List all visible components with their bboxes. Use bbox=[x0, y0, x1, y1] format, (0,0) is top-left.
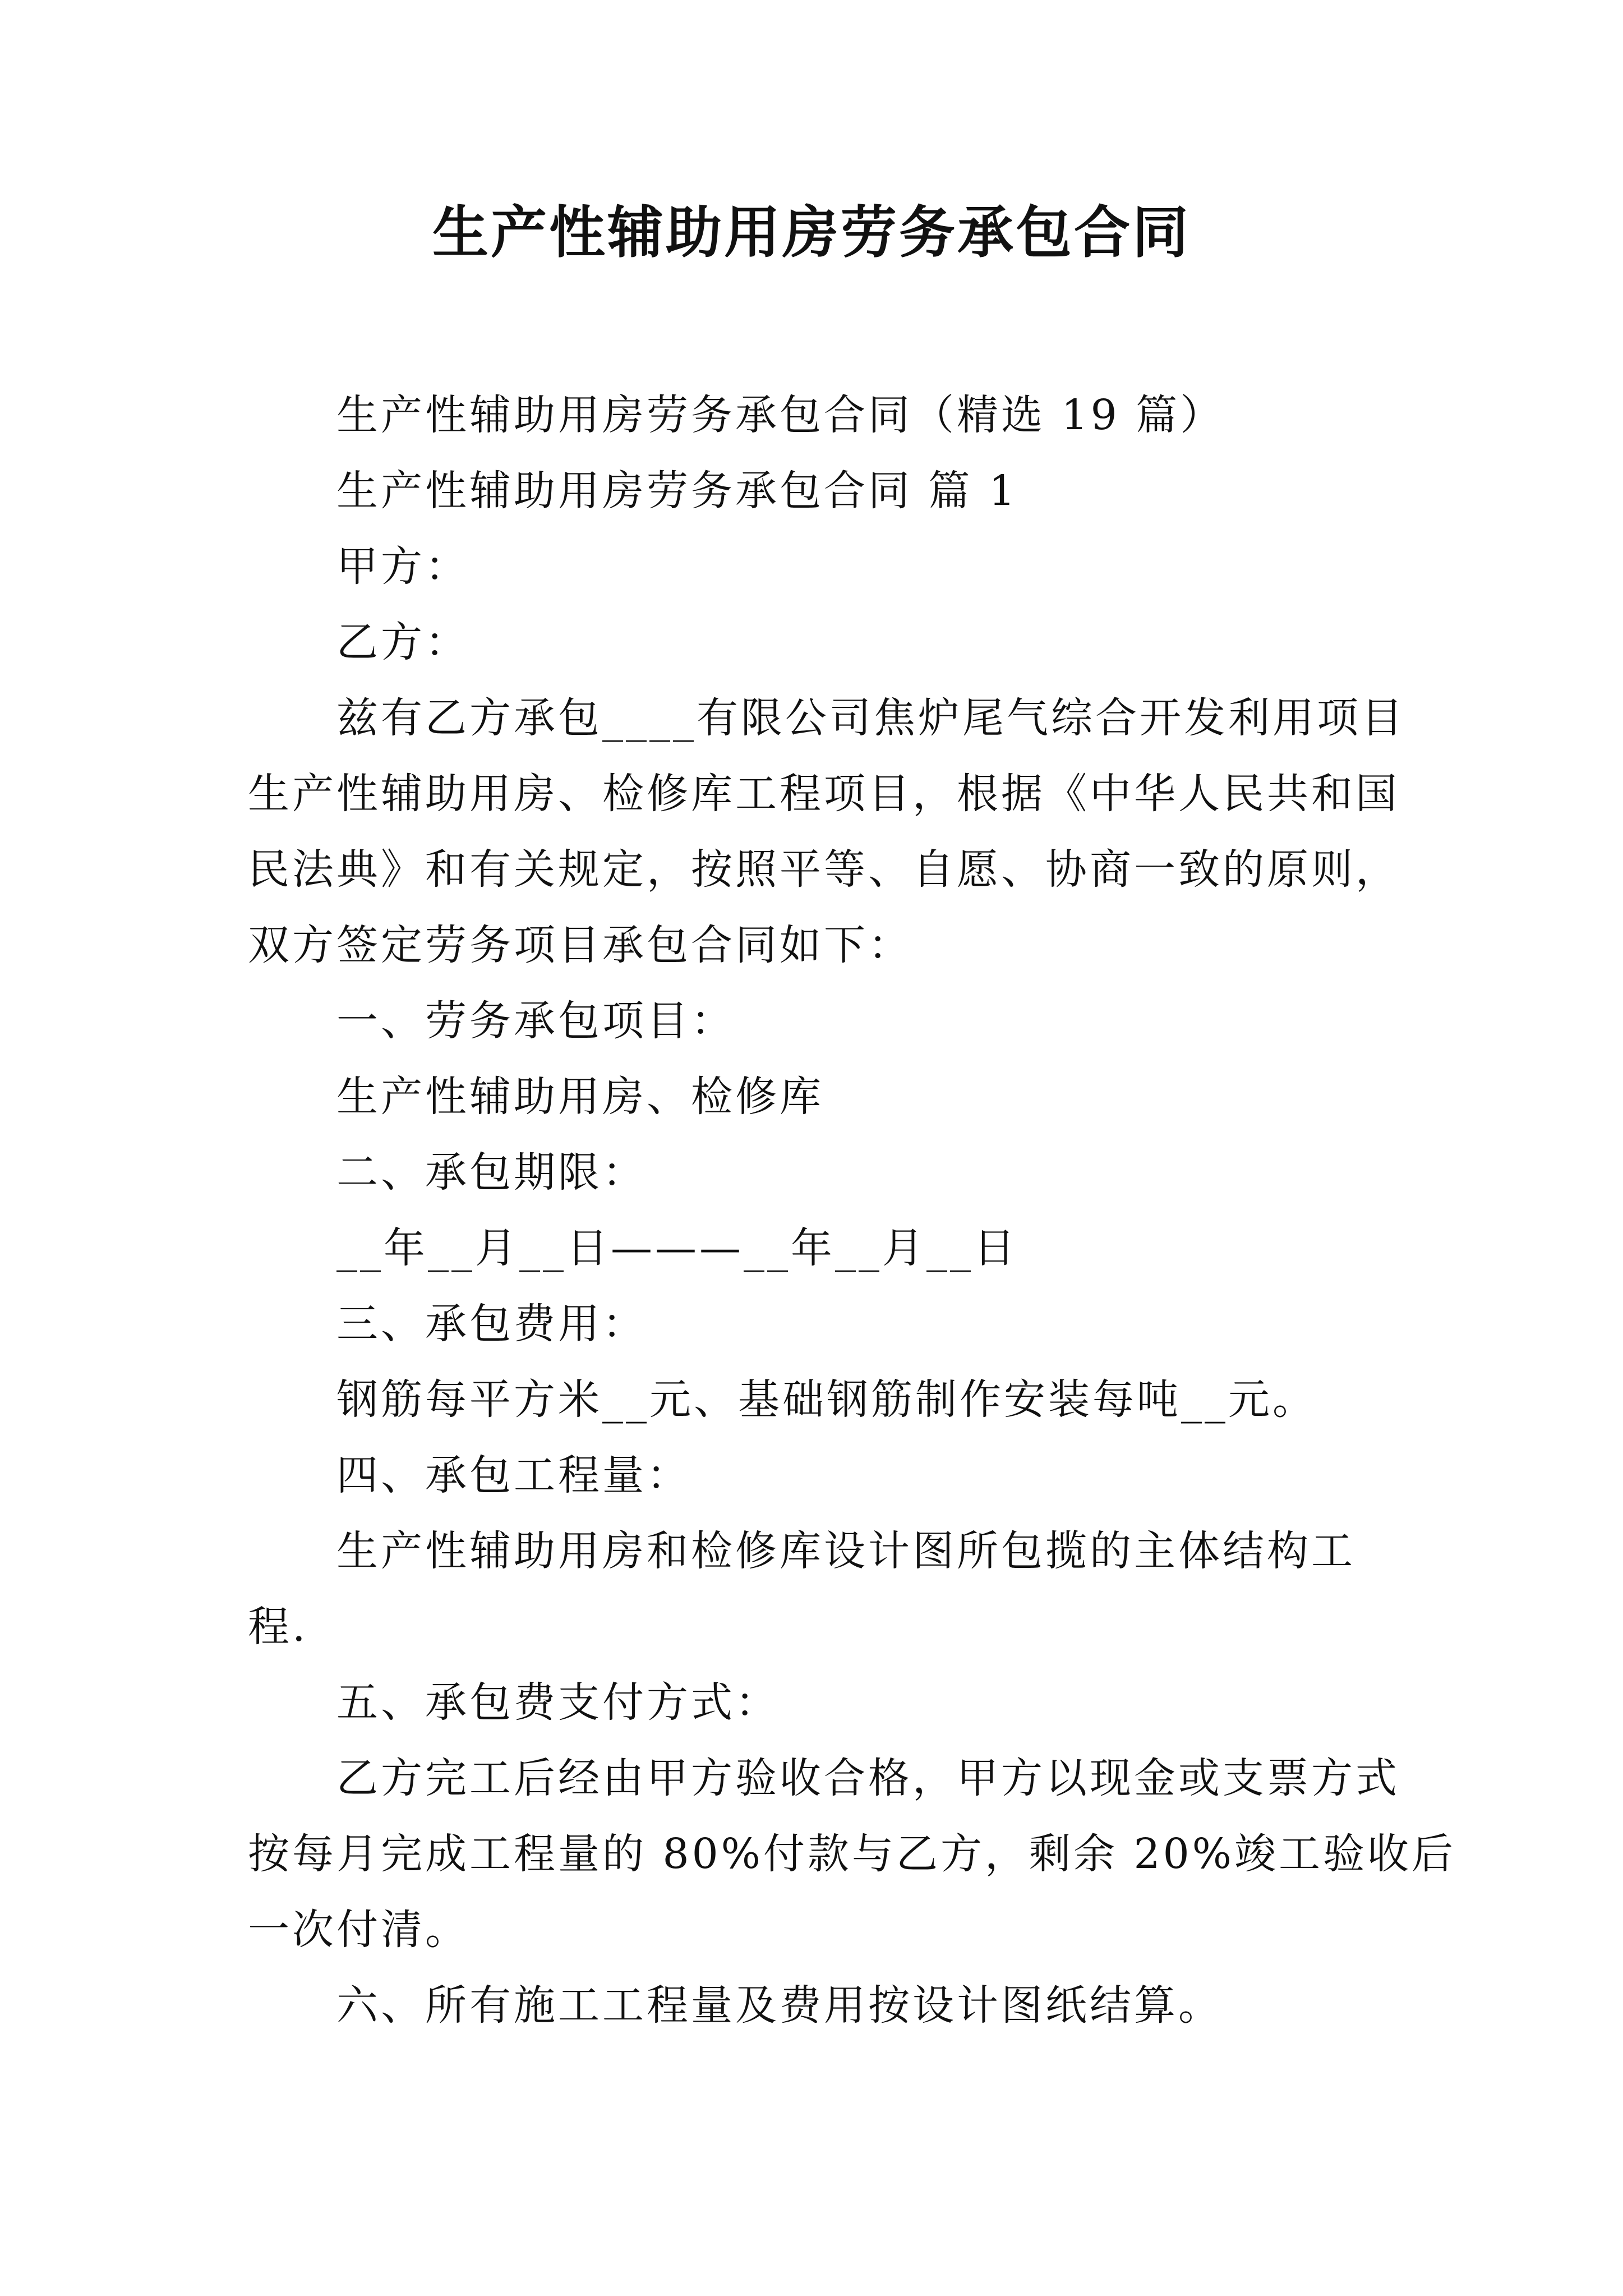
doc-line-party-a: 甲方： bbox=[336, 542, 469, 591]
doc-heading-1: 一、劳务承包项目： bbox=[336, 997, 735, 1045]
doc-heading-5: 五、承包费支付方式： bbox=[336, 1678, 780, 1727]
doc-line-chapter: 生产性辅助用房劳务承包合同 篇 1 bbox=[336, 467, 1018, 515]
doc-line-payment-2: 按每月完成工程量的 80%付款与乙方，剩余 20%竣工验收后 bbox=[248, 1830, 1456, 1878]
doc-heading-6: 六、所有施工工程量及费用按设计图纸结算。 bbox=[336, 1981, 1223, 2030]
doc-heading-2: 二、承包期限： bbox=[336, 1148, 647, 1197]
doc-line-scope-1: 生产性辅助用房和检修库设计图所包揽的主体结构工 bbox=[336, 1527, 1355, 1575]
doc-line-payment-3: 一次付清。 bbox=[248, 1906, 469, 1954]
doc-heading-4: 四、承包工程量： bbox=[336, 1451, 691, 1499]
doc-line-project: 生产性辅助用房、检修库 bbox=[336, 1073, 824, 1121]
doc-line-subtitle: 生产性辅助用房劳务承包合同（精选 19 篇） bbox=[336, 391, 1225, 439]
doc-heading-3: 三、承包费用： bbox=[336, 1300, 647, 1348]
document-title: 生产性辅助用房劳务承包合同 bbox=[432, 200, 1191, 265]
doc-line-payment-1: 乙方完工后经由甲方验收合格，甲方以现金或支票方式 bbox=[336, 1754, 1400, 1802]
doc-line-intro-4: 双方签定劳务项目承包合同如下： bbox=[248, 921, 912, 969]
doc-line-party-b: 乙方： bbox=[336, 618, 469, 666]
doc-line-intro-3: 民法典》和有关规定，按照平等、自愿、协商一致的原则， bbox=[248, 845, 1400, 894]
doc-line-intro-2: 生产性辅助用房、检修库工程项目，根据《中华人民共和国 bbox=[248, 770, 1400, 818]
doc-line-intro-1: 兹有乙方承包____有限公司焦炉尾气综合开发利用项目 bbox=[336, 694, 1405, 742]
doc-line-fees: 钢筋每平方米__元、基础钢筋制作安装每吨__元。 bbox=[336, 1375, 1317, 1424]
doc-line-period: __年__月__日———__年__月__日 bbox=[336, 1224, 1018, 1272]
doc-line-scope-2: 程. bbox=[248, 1603, 308, 1651]
